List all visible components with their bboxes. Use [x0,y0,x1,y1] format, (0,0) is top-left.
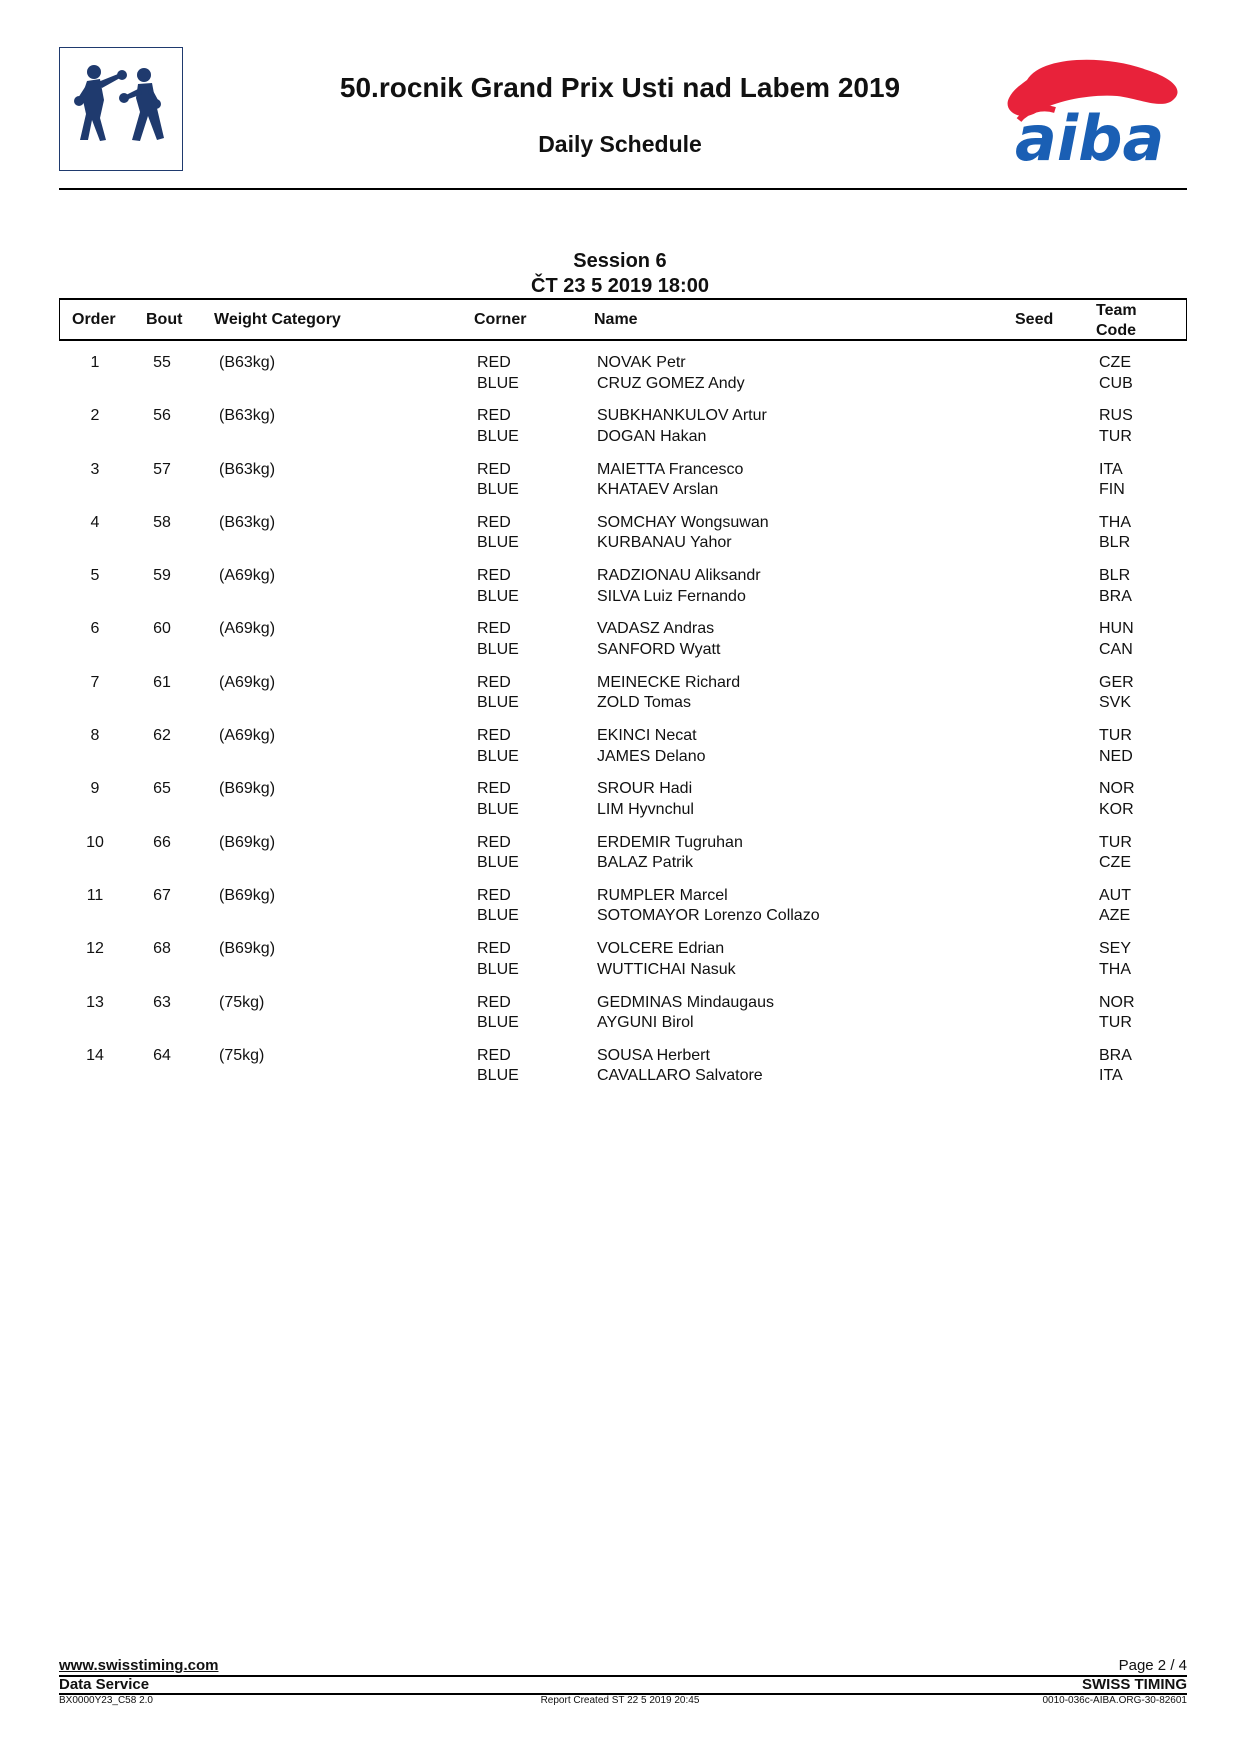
corner-red: RED [477,993,511,1011]
table-row [59,513,1187,566]
red-team-code: CZE [1099,354,1131,371]
weight-category: (A69kg) [219,620,276,638]
blue-boxer-name: JAMES Delano [597,747,706,765]
table-row [59,406,1187,459]
red-boxer-name: VOLCERE Edrian [597,940,725,958]
table-row [59,833,1187,886]
red-boxer-name: MAIETTA Francesco [597,460,744,478]
red-boxer-name: ERDEMIR Tugruhan [597,833,743,851]
corner-red: RED [477,886,511,904]
bout-order: 8 [90,727,100,745]
corner-red: RED [477,407,511,425]
weight-category: (B63kg) [219,407,276,425]
red-boxer-name: EKINCI Necat [597,727,697,745]
corner-labels [477,779,519,820]
corner-blue: BLUE [477,800,519,818]
weight-category: (A69kg) [219,727,276,745]
boxer-names [597,886,820,927]
corner-blue: BLUE [477,374,519,392]
boxer-names [597,460,743,501]
bout-order: 1 [90,354,100,371]
team-codes [1099,833,1132,874]
table-row [59,566,1187,619]
corner-labels [477,619,519,660]
team-codes [1099,619,1134,660]
aiba-logo [997,50,1187,168]
red-boxer-name: MEINECKE Richard [597,673,741,691]
team-codes [1099,886,1131,927]
bout-number: 57 [153,460,171,478]
blue-team-code: AZE [1099,907,1131,925]
corner-blue: BLUE [477,640,519,658]
weight-category: (B69kg) [219,833,276,851]
corner-labels [477,566,519,607]
bout-order: 13 [86,993,104,1011]
bout-order: 7 [90,673,100,691]
bout-order: 6 [90,620,100,638]
boxer-names [597,833,743,874]
team-codes [1099,406,1133,447]
boxer-names [597,406,767,447]
team-codes [1099,779,1135,820]
bout-order: 2 [90,407,100,425]
blue-boxer-name: DOGAN Hakan [597,427,707,445]
team-codes [1099,1046,1132,1087]
corner-labels [477,833,519,874]
session-title: Session 6 [573,250,667,272]
table-row [59,726,1187,779]
aiba-logo-text: aiba [1015,102,1165,168]
red-team-code: TUR [1099,727,1132,745]
corner-labels [477,460,519,501]
corner-red: RED [477,780,511,798]
red-boxer-name: SOMCHAY Wongsuwan [597,513,769,531]
blue-boxer-name: CRUZ GOMEZ Andy [597,374,745,392]
page-title: 50.rocnik Grand Prix Usti nad Labem 2019 [339,72,901,103]
column-header-weight-category: Weight Category [214,311,341,328]
weight-category: (75kg) [219,1046,265,1064]
bout-order: 5 [90,567,100,585]
blue-boxer-name: CAVALLARO Salvatore [597,1067,763,1085]
footer-data-service: Data Service [59,1676,150,1693]
boxer-names [597,513,769,554]
bout-number: 65 [153,780,171,798]
bout-number: 59 [153,567,171,585]
boxer-names [597,939,736,980]
blue-team-code: THA [1099,960,1131,978]
corner-red: RED [477,620,511,638]
corner-labels [477,726,519,767]
boxing-federation-logo [59,47,183,171]
team-codes [1099,673,1134,714]
table-row [59,460,1187,513]
team-codes [1099,993,1135,1034]
weight-category: (A69kg) [219,673,276,691]
corner-labels [477,673,519,714]
red-team-code: BRA [1099,1046,1132,1064]
corner-labels [477,1046,519,1087]
boxer-names [597,993,774,1034]
corner-blue: BLUE [477,907,519,925]
corner-red: RED [477,673,511,691]
corner-labels [477,993,519,1034]
red-team-code: HUN [1099,620,1134,638]
boxer-names [597,673,740,714]
corner-blue: BLUE [477,960,519,978]
bout-order: 3 [90,460,100,478]
corner-blue: BLUE [477,694,519,712]
header-divider [59,188,1187,190]
table-row [59,886,1187,939]
red-boxer-name: VADASZ Andras [597,620,715,638]
red-boxer-name: NOVAK Petr [597,354,686,371]
blue-team-code: FIN [1099,481,1125,499]
team-codes [1099,353,1133,394]
corner-labels [477,886,519,927]
bout-number: 55 [153,354,171,371]
corner-red: RED [477,833,511,851]
corner-blue: BLUE [477,427,519,445]
bout-number: 62 [153,727,171,745]
footer-url-link[interactable]: www.swisstiming.com [59,1657,219,1674]
table-row [59,1046,1187,1099]
corner-blue: BLUE [477,1067,519,1085]
blue-boxer-name: SOTOMAYOR Lorenzo Collazo [597,907,820,925]
red-boxer-name: SUBKHANKULOV Artur [597,407,767,425]
corner-red: RED [477,940,511,958]
schedule-table-body [59,353,1187,1099]
table-row [59,619,1187,672]
red-team-code: AUT [1099,886,1131,904]
red-team-code: NOR [1099,780,1135,798]
team-codes [1099,513,1131,554]
blue-boxer-name: BALAZ Patrik [597,854,694,872]
bout-number: 64 [153,1046,171,1064]
blue-team-code: CUB [1099,374,1133,392]
red-boxer-name: SROUR Hadi [597,780,693,798]
red-boxer-name: RUMPLER Marcel [597,886,728,904]
bout-number: 58 [153,513,171,531]
bout-number: 61 [153,673,171,691]
red-boxer-name: GEDMINAS Mindaugaus [597,993,774,1011]
bout-number: 56 [153,407,171,425]
corner-labels [477,939,519,980]
team-codes [1099,939,1131,980]
bout-order: 10 [86,833,104,851]
corner-labels [477,353,519,394]
red-boxer-name: RADZIONAU Aliksandr [597,567,761,585]
red-team-code: THA [1099,513,1131,531]
red-team-code: NOR [1099,993,1135,1011]
boxer-names [597,566,761,607]
weight-category: (75kg) [219,993,265,1011]
column-header-name: Name [594,311,638,328]
blue-boxer-name: WUTTICHAI Nasuk [597,960,736,978]
corner-blue: BLUE [477,1014,519,1032]
blue-team-code: BLR [1099,534,1131,552]
corner-red: RED [477,567,511,585]
footer-document-id: 0010-036c-AIBA.ORG-30-82601 [1042,1695,1187,1706]
session-date: ČT 23 5 2019 18:00 [531,275,709,297]
aiba-glove-icon [997,50,1187,168]
footer-divider [59,1675,1187,1677]
corner-blue: BLUE [477,534,519,552]
corner-red: RED [477,1046,511,1064]
corner-labels [477,513,519,554]
column-header-corner: Corner [474,311,527,328]
boxer-names [597,726,706,767]
blue-boxer-name: KURBANAU Yahor [597,534,732,552]
boxer-names [597,779,694,820]
corner-red: RED [477,727,511,745]
weight-category: (B69kg) [219,886,276,904]
bout-order: 9 [90,780,100,798]
blue-team-code: TUR [1099,427,1132,445]
footer-report-code: BX0000Y23_C58 2.0 [59,1695,153,1706]
weight-category: (A69kg) [219,567,276,585]
corner-red: RED [477,354,511,371]
bout-number: 60 [153,620,171,638]
table-row [59,779,1187,832]
corner-blue: BLUE [477,747,519,765]
bout-order: 4 [90,513,100,531]
boxer-names [597,353,745,394]
blue-team-code: CAN [1099,640,1133,658]
bout-order: 12 [86,940,104,958]
weight-category: (B63kg) [219,354,276,371]
team-codes [1099,726,1133,767]
blue-team-code: SVK [1099,694,1132,712]
blue-boxer-name: SILVA Luiz Fernando [597,587,746,605]
table-row [59,673,1187,726]
weight-category: (B69kg) [219,940,276,958]
table-header [59,298,1187,341]
blue-team-code: NED [1099,747,1133,765]
weight-category: (B63kg) [219,460,276,478]
weight-category: (B69kg) [219,780,276,798]
blue-boxer-name: ZOLD Tomas [597,694,691,712]
footer-report-created: Report Created ST 22 5 2019 20:45 [540,1695,700,1706]
table-row [59,993,1187,1046]
red-team-code: BLR [1099,567,1131,585]
blue-team-code: ITA [1099,1067,1123,1085]
bout-number: 63 [153,993,171,1011]
red-team-code: SEY [1099,940,1132,958]
column-header-team-code: Team Code [1096,302,1137,339]
red-team-code: RUS [1099,407,1133,425]
column-header-seed: Seed [1015,311,1054,328]
blue-team-code: BRA [1099,587,1132,605]
blue-boxer-name: KHATAEV Arslan [597,481,719,499]
column-header-bout: Bout [146,311,183,328]
page-subtitle: Daily Schedule [538,131,702,157]
bout-number: 66 [153,833,171,851]
page-number: Page 2 / 4 [1118,1657,1187,1674]
corner-blue: BLUE [477,587,519,605]
blue-boxer-name: AYGUNI Birol [597,1014,694,1032]
team-codes [1099,460,1125,501]
table-row [59,939,1187,992]
bout-order: 14 [86,1046,104,1064]
boxer-names [597,1046,763,1087]
red-team-code: GER [1099,673,1134,691]
red-team-code: TUR [1099,833,1132,851]
corner-blue: BLUE [477,481,519,499]
table-row [59,353,1187,406]
team-codes [1099,566,1132,607]
footer-brand: SWISS TIMING [1082,1676,1187,1693]
blue-boxer-name: LIM Hyvnchul [597,800,694,818]
bout-order: 11 [86,886,104,904]
boxer-names [597,619,720,660]
red-boxer-name: SOUSA Herbert [597,1046,710,1064]
blue-team-code: TUR [1099,1014,1132,1032]
corner-blue: BLUE [477,854,519,872]
blue-boxer-name: SANFORD Wyatt [597,640,721,658]
column-header-order: Order [72,311,116,328]
corner-labels [477,406,519,447]
red-team-code: ITA [1099,460,1123,478]
bout-number: 68 [153,940,171,958]
boxers-icon [60,48,181,169]
blue-team-code: KOR [1099,800,1134,818]
blue-team-code: CZE [1099,854,1131,872]
bout-number: 67 [153,886,171,904]
weight-category: (B63kg) [219,513,276,531]
corner-red: RED [477,513,511,531]
corner-red: RED [477,460,511,478]
